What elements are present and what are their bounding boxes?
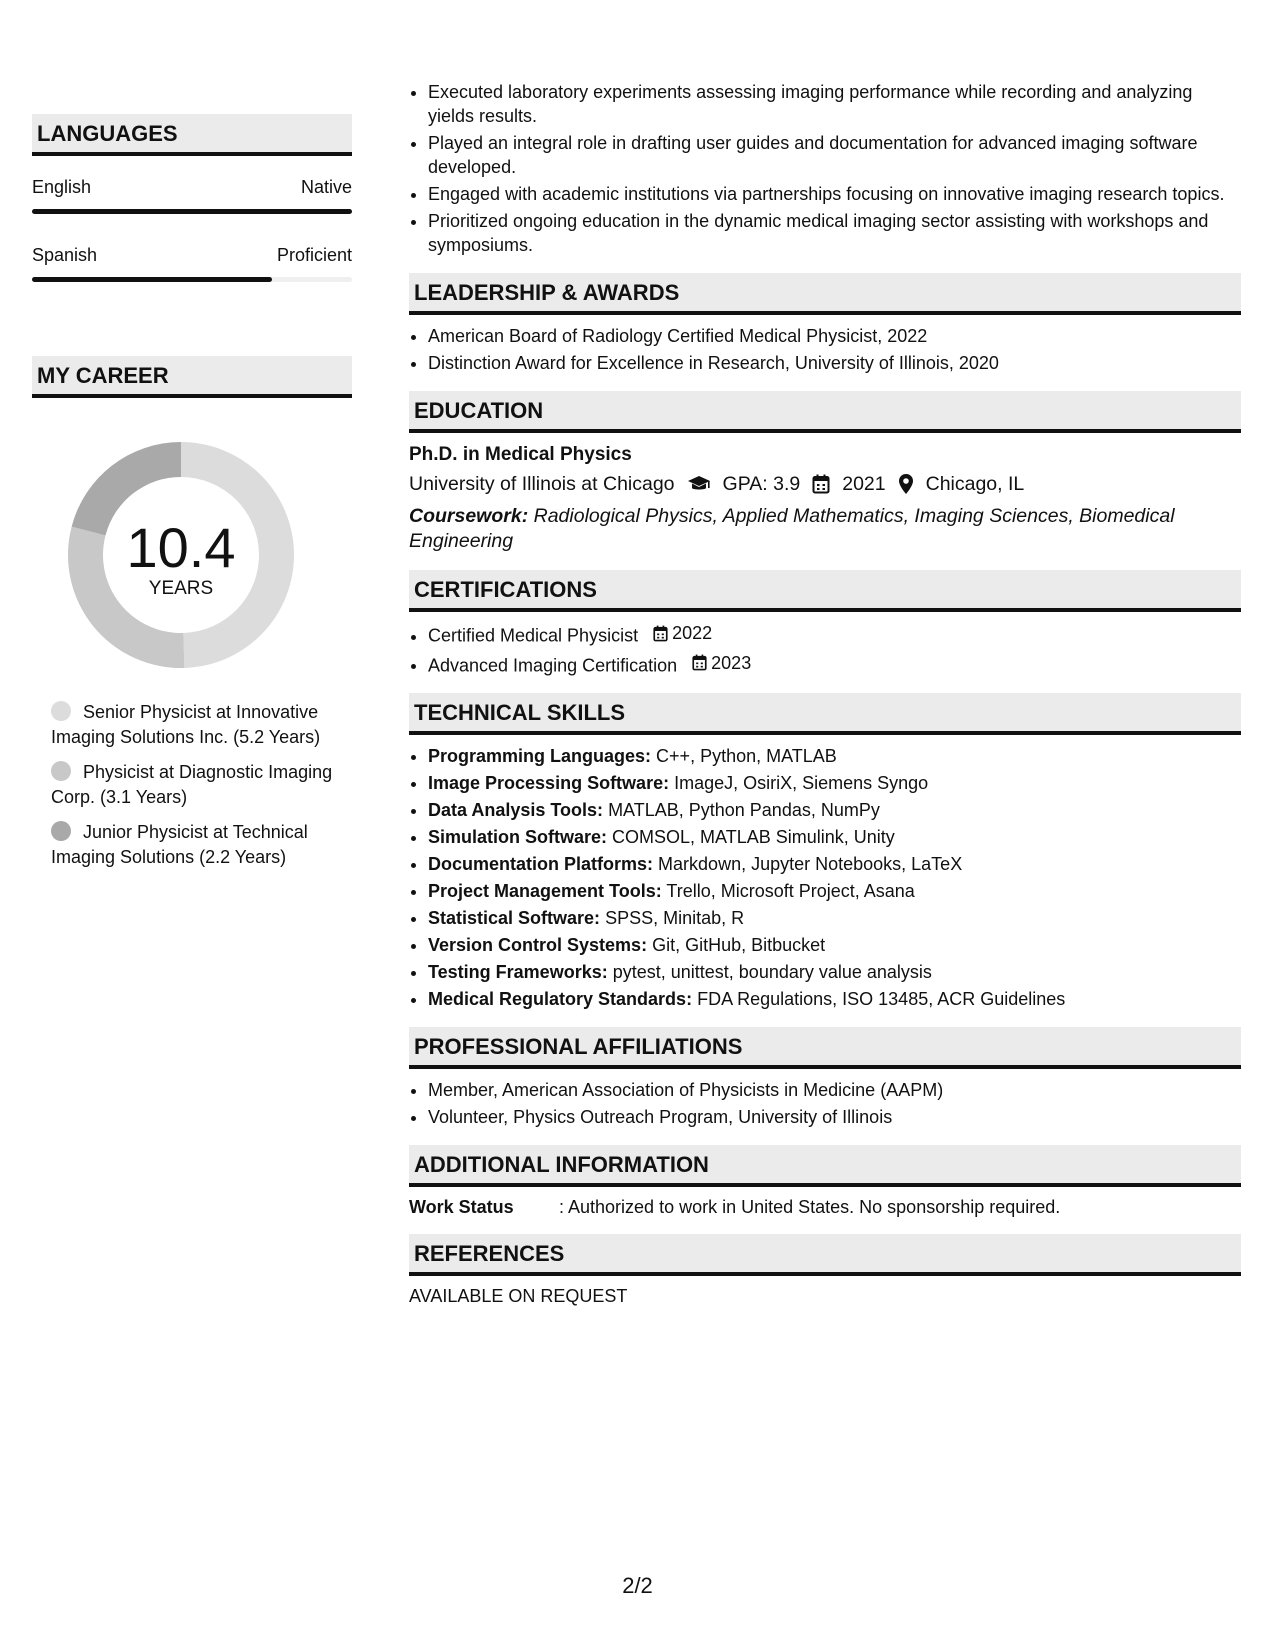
school-name: University of Illinois at Chicago	[409, 473, 675, 495]
language-proficiency-fill	[32, 209, 352, 214]
legend-dot	[51, 701, 71, 721]
language-proficiency-bar	[32, 277, 352, 282]
skill-item	[428, 744, 1241, 768]
skill-item	[428, 852, 1241, 876]
legend-label: Senior Physicist at Innovative Imaging Solutions Inc. (5.2 Years)	[51, 702, 321, 747]
leadership-heading: LEADERSHIP & AWARDS	[409, 273, 1241, 315]
skill-value: FDA Regulations, ISO 13485, ACR Guidelines	[697, 989, 1066, 1009]
skill-label: Simulation Software:	[428, 827, 608, 847]
language-proficiency-fill	[32, 277, 272, 282]
skill-item	[428, 879, 1241, 903]
experience-bullet: • Engaged with academic institutions via partnerships focusing on innovative imaging research topics.	[428, 182, 1241, 206]
skill-item	[428, 825, 1241, 849]
skill-item	[428, 960, 1241, 984]
certification-name: Advanced Imaging Certification	[428, 655, 678, 675]
career-legend	[51, 700, 341, 870]
career-legend-item	[51, 820, 341, 870]
language-item	[32, 176, 352, 214]
skill-label: Statistical Software:	[428, 908, 601, 928]
skill-value: SPSS, Minitab, R	[605, 908, 745, 928]
work-status-value: : Authorized to work in United States. No sponsorship required.	[559, 1197, 1061, 1217]
right-column	[409, 80, 1241, 1307]
skill-value: Trello, Microsoft Project, Asana	[666, 881, 915, 901]
skill-label: Programming Languages:	[428, 746, 652, 766]
language-name: Spanish	[32, 245, 98, 265]
education-location: Chicago, IL	[925, 473, 1025, 495]
legend-label: Physicist at Diagnostic Imaging Corp. (3.1 Years)	[51, 762, 333, 807]
skill-label: Version Control Systems:	[428, 935, 648, 955]
affiliation-item: • Volunteer, Physics Outreach Program, University of Illinois	[428, 1105, 1241, 1129]
skill-item	[428, 771, 1241, 795]
legend-label: Junior Physicist at Technical Imaging Solutions (2.2 Years)	[51, 822, 308, 867]
language-name: English	[32, 177, 92, 197]
skill-item	[428, 798, 1241, 822]
coursework-list: Radiological Physics, Applied Mathematics, Imaging Sciences, Biomedical Engineering	[409, 505, 1175, 552]
page-number: 2/2	[622, 1573, 653, 1598]
location-pin-icon	[898, 473, 914, 495]
career-heading: MY CAREER	[32, 356, 352, 398]
certification-item	[428, 651, 1241, 678]
work-status-label: Work Status	[409, 1197, 514, 1217]
award-item: • American Board of Radiology Certified Medical Physicist, 2022	[428, 324, 1241, 348]
certifications-section	[409, 570, 1241, 677]
career-total-value: 10.4	[126, 516, 236, 579]
skill-label: Image Processing Software:	[428, 773, 670, 793]
skill-value: COMSOL, MATLAB Simulink, Unity	[612, 827, 895, 847]
skill-value: C++, Python, MATLAB	[656, 746, 837, 766]
work-status-row	[409, 1197, 1241, 1218]
calendar-icon	[653, 625, 668, 642]
additional-heading: ADDITIONAL INFORMATION	[409, 1145, 1241, 1187]
affiliation-item: • Member, American Association of Physicists in Medicine (AAPM)	[428, 1078, 1241, 1102]
skills-section	[409, 693, 1241, 1011]
career-legend-item	[51, 760, 341, 810]
skill-value: ImageJ, OsiriX, Siemens Syngo	[674, 773, 929, 793]
experience-bullet: • Played an integral role in drafting user guides and documentation for advanced imaging software developed.	[428, 131, 1241, 179]
references-section	[409, 1234, 1241, 1307]
calendar-icon	[812, 474, 830, 494]
gpa: GPA: 3.9	[722, 473, 801, 495]
skill-value: Markdown, Jupyter Notebooks, LaTeX	[658, 854, 963, 874]
education-section	[409, 391, 1241, 554]
language-level: Proficient	[276, 245, 352, 265]
skill-label: Project Management Tools:	[428, 881, 662, 901]
languages-heading: LANGUAGES	[32, 114, 352, 156]
affiliations-heading: PROFESSIONAL AFFILIATIONS	[409, 1027, 1241, 1069]
references-heading: REFERENCES	[409, 1234, 1241, 1276]
skill-item	[428, 906, 1241, 930]
language-proficiency-bar	[32, 209, 352, 214]
calendar-icon	[692, 654, 707, 671]
certification-item	[428, 621, 1241, 648]
graduation-cap-icon	[687, 475, 711, 493]
language-item	[32, 244, 352, 282]
experience-bullets	[409, 80, 1241, 257]
coursework	[409, 504, 1241, 554]
skill-item	[428, 987, 1241, 1011]
certification-year: 2023	[711, 652, 752, 673]
award-item: • Distinction Award for Excellence in Research, University of Illinois, 2020	[428, 351, 1241, 375]
legend-dot	[51, 821, 71, 841]
skill-value: MATLAB, Python Pandas, NumPy	[608, 800, 880, 820]
experience-bullet: • Executed laboratory experiments assessing imaging performance while recording and analyzing yields results.	[428, 80, 1241, 128]
career-legend-item	[51, 700, 341, 750]
skill-value: Git, GitHub, Bitbucket	[652, 935, 826, 955]
skill-label: Testing Frameworks:	[428, 962, 608, 982]
skills-heading: TECHNICAL SKILLS	[409, 693, 1241, 735]
skill-label: Documentation Platforms:	[428, 854, 654, 874]
skill-value: pytest, unittest, boundary value analysis	[612, 962, 932, 982]
career-donut-chart	[66, 440, 296, 670]
experience-bullet: • Prioritized ongoing education in the dynamic medical imaging sector assisting with workshops and symposiums.	[428, 209, 1241, 257]
certification-year: 2022	[672, 623, 713, 643]
skill-item	[428, 933, 1241, 957]
skill-label: Medical Regulatory Standards:	[428, 989, 693, 1009]
coursework-label: Coursework:	[409, 505, 529, 527]
career-total-unit: YEARS	[148, 578, 214, 599]
affiliations-section	[409, 1027, 1241, 1129]
certification-name: Certified Medical Physicist	[428, 625, 639, 646]
additional-section	[409, 1145, 1241, 1218]
legend-dot	[51, 761, 71, 781]
certifications-heading: CERTIFICATIONS	[409, 570, 1241, 612]
skill-label: Data Analysis Tools:	[428, 800, 604, 820]
education-heading: EDUCATION	[409, 391, 1241, 433]
leadership-section	[409, 273, 1241, 375]
degree-title: Ph.D. in Medical Physics	[409, 444, 632, 465]
education-meta	[409, 469, 1241, 499]
language-level: Native	[300, 177, 352, 197]
references-text: AVAILABLE ON REQUEST	[409, 1286, 628, 1306]
graduation-year: 2021	[842, 473, 886, 495]
left-column	[32, 114, 352, 880]
